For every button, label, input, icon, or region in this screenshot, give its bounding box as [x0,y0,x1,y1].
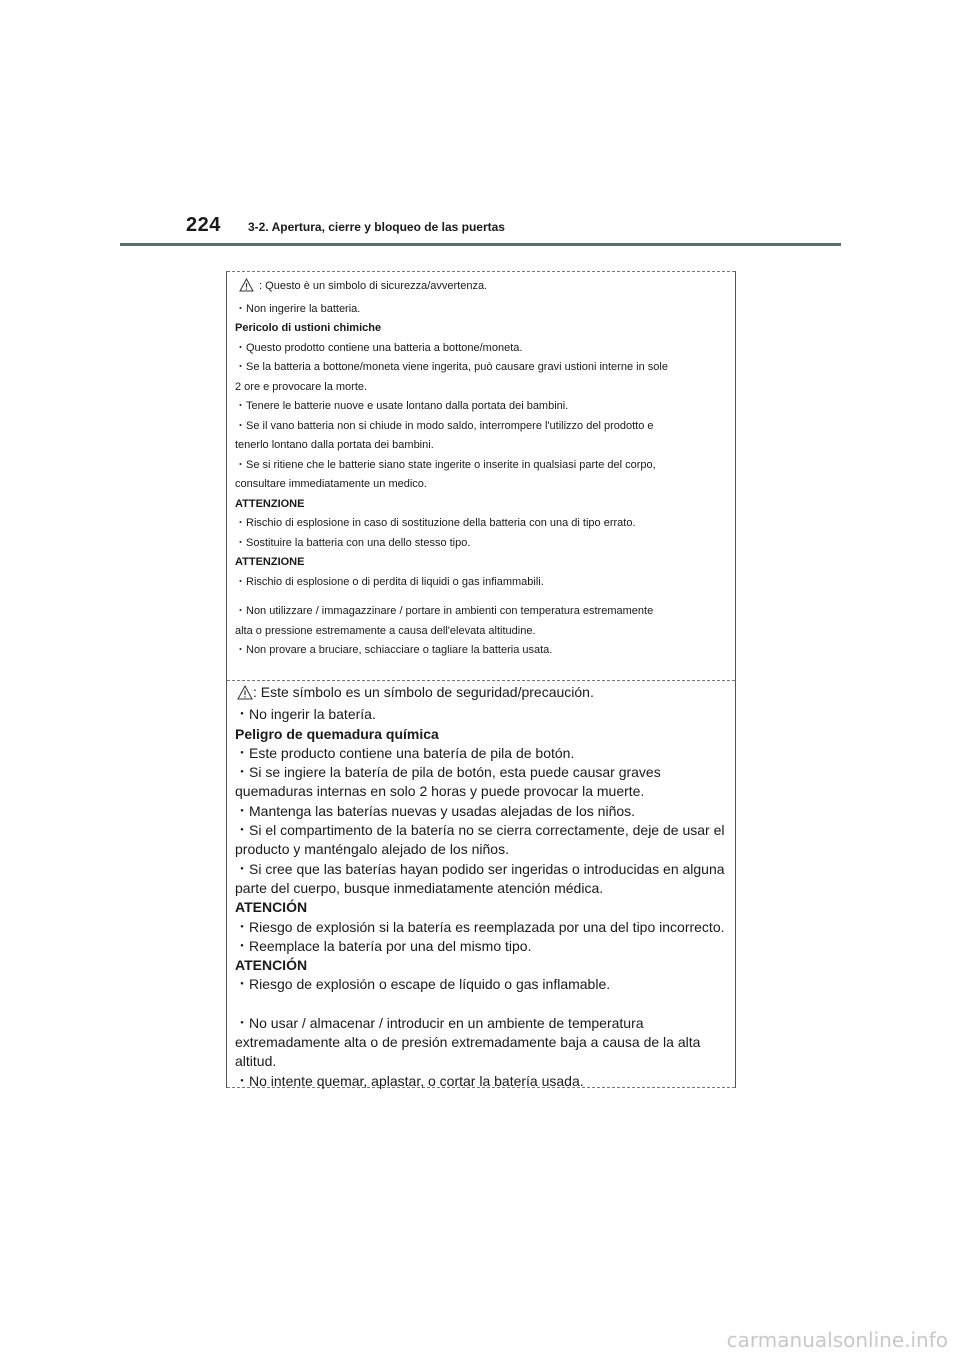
spanish-warning-block [235,683,731,1091]
spanish-line: ・Reemplace la batería por una del mismo tipo. [235,937,532,954]
italian-warning-block [235,277,731,661]
italian-heading: ATTENZIONE [235,556,305,568]
warning-triangle-icon [239,278,254,300]
italian-line: tenerlo lontano dalla portata dei bambini. [235,439,434,451]
spanish-line: ・Si cree que las baterías hayan podido ser ingeridas o introducidas en alguna [235,860,725,877]
spanish-line: ・No ingerir la batería. [235,706,376,723]
watermark: carmanualsonline.info [726,1328,948,1352]
italian-line: ・Sostituire la batteria con una dello stesso tipo. [235,536,471,549]
italian-line: ・Non ingerire la batteria. [235,302,361,315]
spanish-line: ・Si el compartimento de la batería no se cierra correctamente, deje de usar el [235,822,725,839]
italian-line: ・Questo prodotto contiene una batteria a bottone/moneta. [235,341,523,354]
italian-line: ・Tenere le batterie nuove e usate lontano dalla portata dei bambini. [235,400,569,412]
italian-line: ・Se si ritiene che le batterie siano state ingerite o inserite in qualsiasi parte del corpo, [235,458,656,471]
page-number: 224 [186,214,221,236]
warning-box [226,271,736,1088]
spanish-line: ・Riesgo de explosión si la batería es reemplazada por una del tipo incorrecto. [235,918,725,935]
spanish-line: altitud. [235,1053,277,1070]
spanish-line: extremadamente alta o de presión extremadamente baja a causa de la alta [235,1034,701,1051]
italian-lines [235,300,731,661]
spanish-lines [235,705,731,1091]
spanish-line: ・No intente quemar, aplastar, o cortar la batería usada. [235,1072,584,1089]
spanish-line: ・Riesgo de explosión o escape de líquido o gas inflamable. [235,976,611,993]
italian-line: ・Non provare a bruciare, schiacciare o tagliare la batteria usata. [235,644,553,656]
italian-line: ・Rischio di esplosione o di perdita di liquidi o gas infiammabili. [235,575,544,588]
italian-line: ・Se il vano batteria non si chiude in modo saldo, interrompere l'utilizzo del prodotto e [235,419,654,432]
spanish-line: ・Si se ingiere la batería de pila de botón, esta puede causar graves [235,764,661,781]
spanish-line: parte del cuerpo, busque inmediatamente atención médica. [235,879,604,896]
spanish-heading: Peligro de quemadura química [235,725,439,742]
spanish-symbol-line [235,683,731,705]
italian-heading: Pericolo di ustioni chimiche [235,322,382,334]
italian-heading: ATTENZIONE [235,497,305,510]
italian-line: alta o pressione estremamente a causa dell'elevata altitudine. [235,624,536,637]
spanish-line: producto y manténgalo alejado de los niños. [235,841,509,858]
italian-line: 2 ore e provocare la morte. [235,380,368,393]
italian-line: ・Non utilizzare / immagazzinare / portare in ambienti con temperatura estremamente [235,605,654,617]
box-divider [227,680,735,681]
spanish-heading: ATENCIÓN [235,899,308,916]
header-rule [120,243,841,246]
italian-symbol-line [235,277,731,300]
italian-line: consultare immediatamente un medico. [235,478,427,490]
section-title: 3-2. Apertura, cierre y bloqueo de las puertas [248,220,505,234]
box-top-border [227,271,735,272]
italian-line: ・Se la batteria a bottone/moneta viene ingerita, può causare gravi ustioni interne in sole [235,361,668,373]
spanish-symbol-text: : Este símbolo es un símbolo de seguridad/precaución. [253,684,594,700]
spanish-line: quemaduras internas en solo 2 horas y puede provocar la muerte. [235,783,645,800]
spanish-line: ・Mantenga las baterías nuevas y usadas alejadas de los niños. [235,802,636,819]
italian-symbol-text: : Questo è un simbolo di sicurezza/avvertenza. [256,280,488,292]
spanish-heading: ATENCIÓN [235,957,308,974]
warning-triangle-icon [237,685,253,705]
spanish-line: ・No usar / almacenar / introducir en un ambiente de temperatura [235,1014,644,1031]
spanish-spacer [235,995,731,1014]
italian-spacer [235,592,731,602]
italian-line: ・Rischio di esplosione in caso di sostituzione della batteria con una di tipo errato. [235,517,636,529]
spanish-line: ・Este producto contiene una batería de pila de botón. [235,744,575,761]
